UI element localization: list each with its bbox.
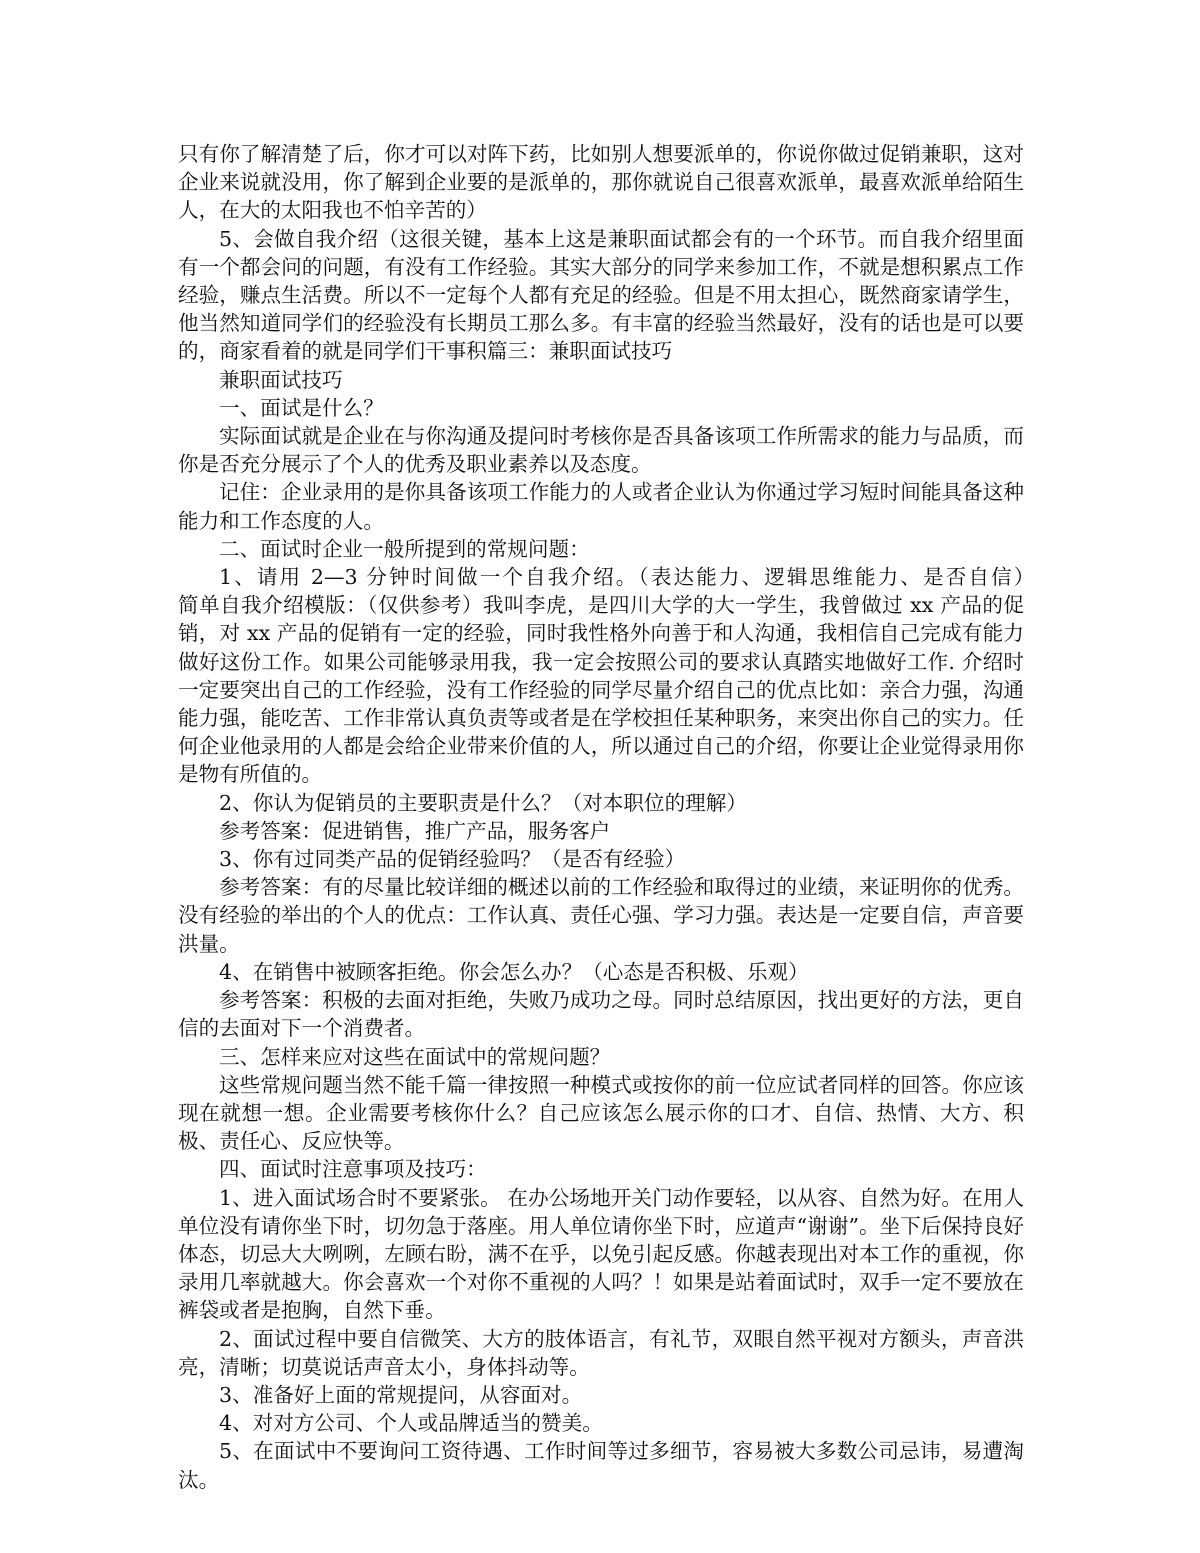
section-heading: 二、面试时企业一般所提到的常规问题： xyxy=(219,536,590,561)
paragraph: 实际面试就是企业在与你沟通及提问时考核你是否具备该项工作所需求的能力与品质，而你是否充分展示了个人的优秀及职业素养以及态度。 xyxy=(178,424,1024,477)
section-heading: 三、怎样来应对这些在面试中的常规问题？ xyxy=(219,1044,611,1069)
paragraph: 5、在面试中不要询问工资待遇、工作时间等过多细节，容易被大多数公司忌讳，易遭淘汰。 xyxy=(178,1439,1024,1492)
paragraph: 1、请用 2—3 分钟时间做一个自我介绍。（表达能力、逻辑思维能力、是否自信） 简单自我介绍模版：（仅供参考）我叫李虎，是四川大学的大一学生，我曾做过 xx 产品的促销，对 xx 产品的促销有一定的经验，同时我性格外向善于和人沟通，我相信自己完成有能力做好这份工作。如果公司能够录用我，我一定会按照公司的要求认真踏实地做好工作. 介绍时一定要突出自己的工作经验，没有工作经验的同学尽量介绍自己的优点比如：亲合力强，沟通能力强，能吃苦、工作非常认真负责等或者是在学校担任某种职务，来突出你自己的实力。任何企业他录用的人都是会给企业带来价值的人，所以通过自己的介绍，你要让企业觉得录用你是物有所值的。 xyxy=(178,565,1086,787)
answer: 参考答案：促进销售，推广产品，服务客户 xyxy=(219,818,611,843)
document-body xyxy=(178,140,1086,1494)
answer: 参考答案：有的尽量比较详细的概述以前的工作经验和取得过的业绩，来证明你的优秀。没有经验的举出的个人的优点：工作认真、责任心强、学习力强。表达是一定要自信，声音要洪量。 xyxy=(178,875,1024,956)
section-heading: 四、面试时注意事项及技巧： xyxy=(219,1157,487,1182)
answer: 参考答案：积极的去面对拒绝，失败乃成功之母。同时总结原因，找出更好的方法，更自信的去面对下一个消费者。 xyxy=(178,988,1024,1041)
question: 4、在销售中被顾客拒绝。你会怎么办？（心态是否积极、乐观） xyxy=(219,959,809,984)
paragraph: 这些常规问题当然不能千篇一律按照一种模式或按你的前一位应试者同样的回答。你应该现在就想一想。企业需要考核你什么？自己应该怎么展示你的口才、自信、热情、大方、积极、责任心、反应快等。 xyxy=(178,1072,1024,1154)
paragraph: 2、面试过程中要自信微笑、大方的肢体语言，有礼节，双眼自然平视对方额头，声音洪亮，清晰；切莫说话声音太小，身体抖动等。 xyxy=(178,1326,1024,1379)
paragraph: 5、会做自我介绍（这很关键，基本上这是兼职面试都会有的一个环节。而自我介绍里面有一个都会问的问题，有没有工作经验。其实大部分的同学来参加工作，不就是想积累点工作经验，赚点生活费。所以不一定每个人都有充足的经验。但是不用太担心，既然商家请学生，他当然知道同学们的经验没有长期员工那么多。有丰富的经验当然最好，没有的话也是可以要的，商家看着的就是同学们干事积篇三：兼职面试技巧 xyxy=(178,226,1024,364)
paragraph: 4、对对方公司、个人或品牌适当的赞美。 xyxy=(219,1411,603,1436)
paragraph: 只有你了解清楚了后，你才可以对阵下药，比如别人想要派单的，你说你做过促销兼职，这对企业来说就没用，你了解到企业要的是派单的，那你就说自己很喜欢派单，最喜欢派单给陌生人，在大的太阳我也不怕辛苦的） xyxy=(178,142,1024,223)
section-heading: 一、面试是什么？ xyxy=(219,395,384,420)
question: 3、你有过同类产品的促销经验吗？（是否有经验） xyxy=(219,847,686,872)
section-title: 兼职面试技巧 xyxy=(219,367,343,392)
question: 2、你认为促销员的主要职责是什么？（对本职位的理解） xyxy=(219,790,747,815)
paragraph: 3、准备好上面的常规提问，从容面对。 xyxy=(219,1382,583,1407)
paragraph: 1、进入面试场合时不要紧张。 在办公场地开关门动作要轻，以从容、自然为好。在用人单位没有请你坐下时，切勿急于落座。用人单位请你坐下时，应道声“谢谢”。坐下后保持良好体态，切忌大大咧咧，左顾右盼，满不在乎，以免引起反感。你越表现出对本工作的重视，你录用几率就越大。你会喜欢一个对你不重视的人吗？！如果是站着面试时，双手一定不要放在裤袋或者是抱胸，自然下垂。 xyxy=(178,1185,1024,1323)
paragraph: 记住：企业录用的是你具备该项工作能力的人或者企业认为你通过学习短时间能具备这种能力和工作态度的人。 xyxy=(178,480,1024,533)
